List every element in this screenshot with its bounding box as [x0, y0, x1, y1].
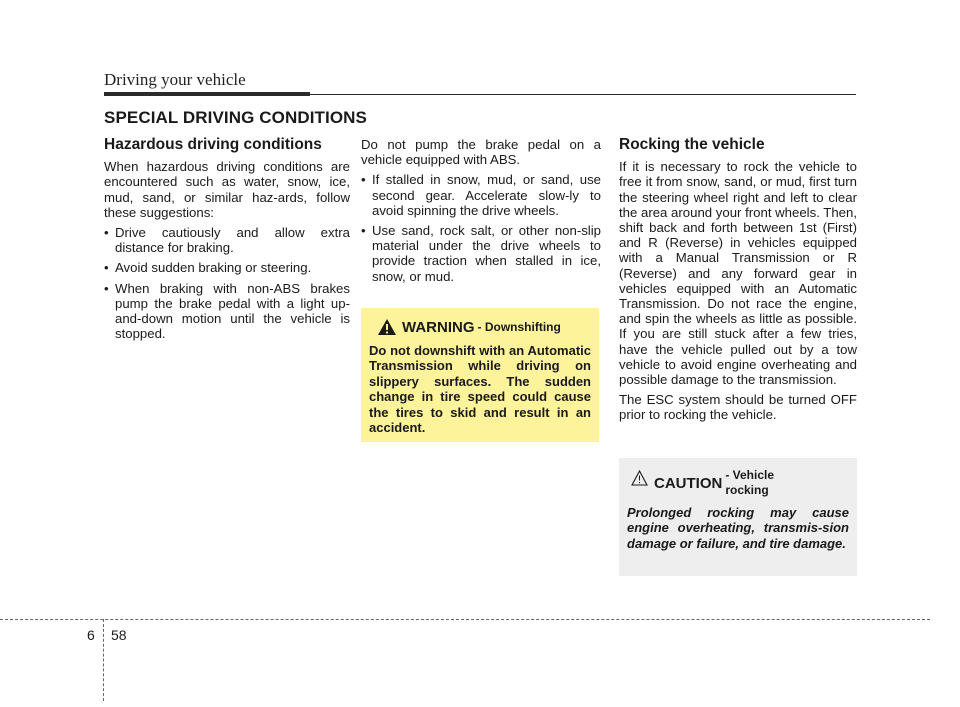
list-item: • Drive cautiously and allow extra distance for braking.	[104, 225, 350, 255]
list-item: • Use sand, rock salt, or other non-slip material under the drive wheels to provide traction when stalled in ice, snow, or mud.	[361, 223, 601, 284]
page-chapter: 6	[87, 627, 95, 643]
footer-rule	[0, 619, 930, 620]
hazardous-list	[104, 225, 350, 341]
list-item: • If stalled in snow, mud, or sand, use second gear. Accelerate slow-ly to avoid spinning the drive wheels.	[361, 172, 601, 218]
warning-subtitle: - Downshifting	[477, 320, 561, 334]
rocking-paragraph: If it is necessary to rock the vehicle to free it from snow, sand, or mud, first turn the steering wheel right and left to clear the area around your front wheels. Then, shift back and forth between 1st (First) and R (Reverse) in vehicles equipped with a Manual Transmission or R (Reverse) and any forward gear in vehicles equipped with an Automatic Transmission. Do not race the engine, and spin the wheels as little as possible. If you are still stuck after a few tries, have the vehicle pulled out by a tow vehicle to avoid engine overheating and possible damage to the transmission.	[619, 159, 858, 388]
abs-text: Do not pump the brake pedal on a vehicle equipped with ABS.	[361, 137, 601, 168]
warning-box	[361, 308, 599, 442]
caution-title: CAUTION	[654, 474, 723, 492]
page-number: 58	[111, 627, 127, 643]
rocking-heading: Rocking the vehicle	[619, 136, 765, 153]
warning-title: WARNING	[402, 318, 475, 336]
list-item: • When braking with non-ABS brakes pump the brake pedal with a light up-and-down motion until the vehicle is stopped.	[104, 281, 350, 342]
right-column	[619, 137, 857, 428]
caution-box	[619, 458, 857, 576]
stalled-list	[361, 172, 601, 283]
caution-triangle-icon	[631, 470, 648, 486]
left-column	[104, 137, 350, 346]
section-title: SPECIAL DRIVING CONDITIONS	[104, 108, 367, 127]
caution-subtitle: - Vehicle rocking	[725, 468, 775, 497]
middle-column	[361, 137, 601, 289]
list-item: • Avoid sudden braking or steering.	[104, 260, 350, 275]
footer-divider	[103, 619, 104, 701]
warning-triangle-icon	[377, 318, 397, 336]
warning-header	[369, 318, 591, 336]
caution-text: Prolonged rocking may cause engine overheating, transmis-sion damage or failure, and tire damage.	[627, 505, 849, 551]
header-rule	[310, 94, 856, 95]
hazardous-heading: Hazardous driving conditions	[104, 136, 322, 153]
esc-paragraph: The ESC system should be turned OFF prior to rocking the vehicle.	[619, 392, 857, 423]
warning-text: Do not downshift with an Automatic Transmission while driving on slippery surfaces. The sudden change in tire speed could cause the tires to skid and result in an accident.	[369, 343, 591, 436]
caution-header	[627, 468, 849, 498]
header-bar	[104, 92, 310, 96]
hazardous-intro: When hazardous driving conditions are encountered such as water, snow, ice, mud, sand, or similar haz-ards, follow these suggestions:	[104, 159, 350, 220]
chapter-title: Driving your vehicle	[104, 70, 246, 89]
